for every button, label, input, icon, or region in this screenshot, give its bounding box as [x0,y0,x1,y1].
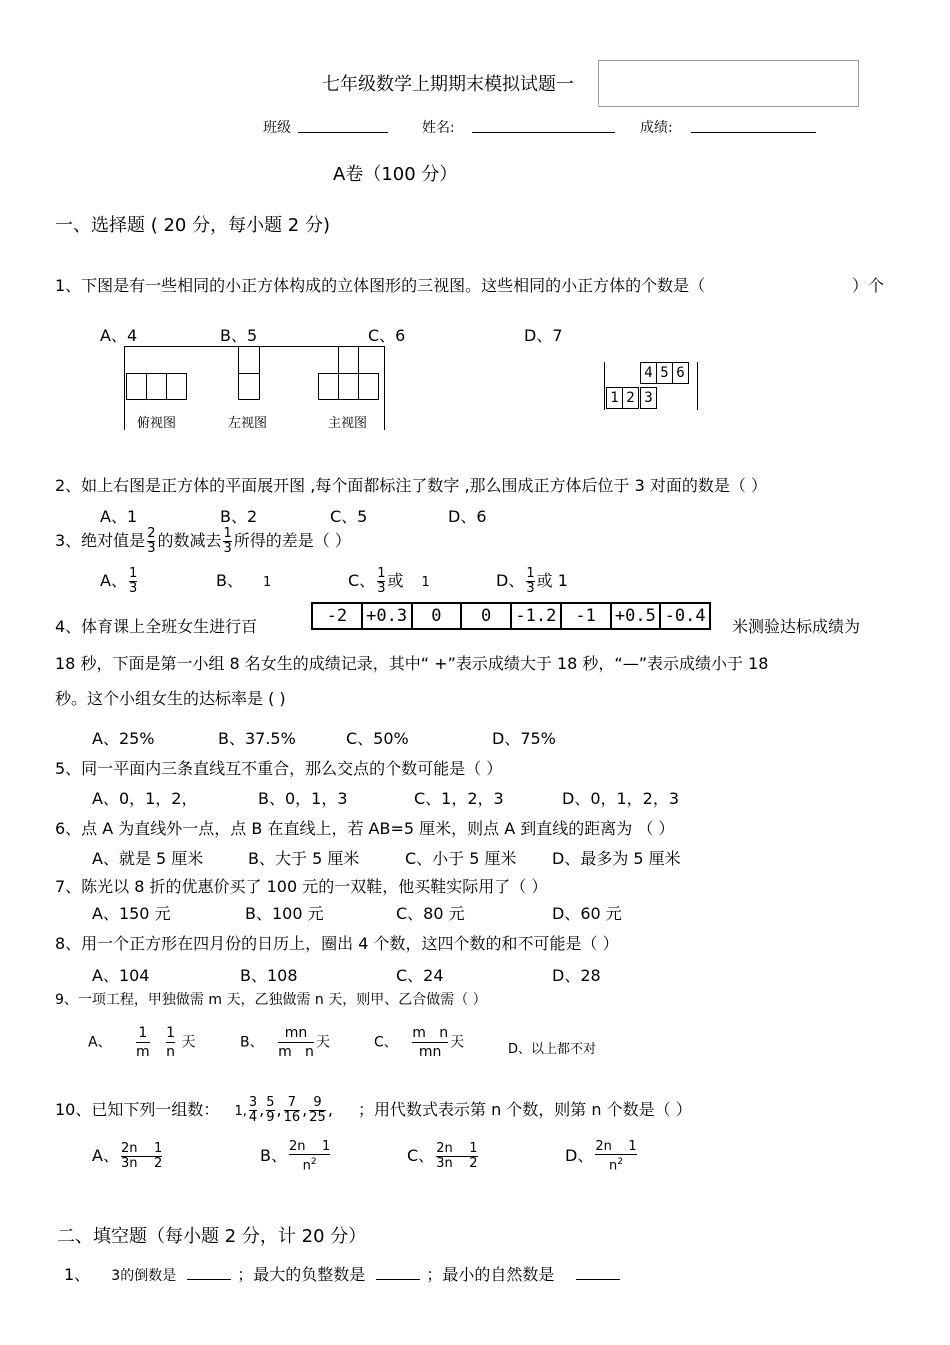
q3-option-a [100,566,139,596]
net-face-1: 1 [606,387,623,409]
q9-a1-den: m [136,1044,150,1060]
left-view-square [238,373,260,400]
net-face-2: 2 [622,387,639,409]
q10-a-den: 3n 2 [120,1156,163,1171]
q10-b-den-base: n [302,1158,311,1174]
q10-seq-num: 9 [313,1095,322,1110]
q9-option-b-unit: 天 [315,1034,330,1051]
q10-option-a-fraction [121,1142,162,1171]
q3-text-2: 的数减去 [157,531,222,550]
q8-option-b: B、108 [240,966,298,985]
q10-seq-fraction [309,1096,326,1125]
q5-option-a: A、0，1，2， [92,789,198,808]
q6-stem: 6、点 A 为直线外一点，点 B 在直线上，若 AB=5 厘米，则点 A 到直线的距离为 （ ） [55,819,675,838]
net-right-edge [697,362,698,410]
q10-seq-num: 3 [248,1095,258,1110]
q8-option-a: A、104 [92,966,150,985]
q10-seq-num: 5 [266,1095,275,1110]
q9-option-a-label: A、 [88,1034,112,1051]
q3-fraction-1 [147,527,155,556]
q9-c-den: mn [412,1042,448,1061]
q10-seq-den: 9 [266,1110,275,1125]
q3-stem [55,526,351,556]
q4-record: 0 [413,604,463,628]
q7-option-a: A、150 元 [92,904,171,923]
q1-option-b: B、5 [220,326,258,345]
q3-option-d-fraction [526,567,534,596]
q9-option-a-fraction-2 [166,1024,175,1061]
q9-option-a-fraction-1 [136,1024,150,1061]
front-view-square [318,373,339,400]
q4-option-b: B、37.5% [218,729,296,748]
q9-c-num: m n [412,1025,449,1041]
q2-stem: 2、如上右图是正方体的平面展开图 ,每个面都标注了数字 ,那么围成正方体后位于 3 对面的数是（ ） [55,476,767,495]
q6-option-a: A、就是 5 厘米 [92,849,204,868]
q9-option-b-fraction [278,1024,314,1061]
q3-fraction-1-den: 3 [147,541,156,556]
top-view-square [166,373,187,400]
fill-1 [64,1262,620,1285]
q3-option-d-den: 3 [526,581,535,596]
section-1-heading: 一、选择题 ( 20 分，每小题 2 分) [55,215,331,236]
q9-a2-den: n [166,1044,176,1060]
q4-option-c: C、50% [346,729,409,748]
q3-fraction-1-num: 2 [147,526,156,541]
q4-records-table [311,602,711,630]
q3-option-b [216,566,271,598]
front-view-square [338,373,359,400]
q4-record: +0.3 [363,604,413,628]
q3-option-a-den: 3 [128,581,138,596]
q10-option-a-label: A、 [92,1146,119,1165]
q9-b-num: mn [284,1025,308,1041]
q10-d-den-base: n [608,1158,618,1174]
q10-seq-den: 16 [283,1110,301,1125]
q4-record: +0.5 [612,604,662,628]
top-view-label: 俯视图 [137,416,177,431]
top-view-square [146,373,167,400]
q1-option-c: C、6 [368,326,406,345]
q3-option-d-or: 或 1 [536,571,568,590]
q10-option-d [565,1138,639,1174]
q1-option-d: D、7 [524,326,563,345]
q10-option-d-label: D、 [565,1146,594,1165]
q3-option-c-num: 1 [377,566,386,581]
q3-option-d-num: 1 [526,566,535,581]
section-2-heading: 二、填空题（每小题 2 分，计 20 分） [57,1226,367,1247]
q6-option-d: D、最多为 5 厘米 [552,849,681,868]
q3-option-a-fraction [129,567,137,596]
q9-option-a-unit: 天 [181,1034,196,1051]
q10-option-c-fraction [436,1142,477,1171]
class-field[interactable] [298,118,388,133]
q10-option-a [92,1138,164,1174]
q10-seq-fraction [249,1096,257,1125]
q10-option-b [260,1138,332,1174]
class-label: 班级 [263,120,291,136]
q1-option-a: A、4 [100,326,138,345]
net-face-4: 4 [640,362,657,384]
q3-option-d-label: D、 [496,571,525,590]
q8-option-c: C、24 [396,966,444,985]
q2-option-a: A、1 [100,507,138,526]
q9-option-b-label: B、 [240,1034,264,1051]
q9-a2-num: 1 [166,1025,176,1041]
left-view-square [238,346,260,374]
top-view-square [126,373,147,400]
q3-option-c-value: 1 [421,575,430,590]
q6-option-c: C、小于 5 厘米 [405,849,517,868]
fill-1-text-1: 3的倒数是 [111,1268,177,1284]
figure-left-line [124,346,125,430]
q9-option-c-unit: 天 [450,1034,465,1051]
q4-record: 0 [462,604,512,628]
q3-option-c-fraction [377,567,385,596]
q10-seq-den: 4 [248,1110,258,1125]
q10-a-num: 2n 1 [120,1141,163,1156]
q3-option-b-value: 1 [262,575,272,590]
q9-b-den: m n [278,1044,314,1060]
q3-option-b-label: B、 [216,571,243,590]
score-label: 成绩: [640,120,673,136]
name-field[interactable] [472,118,615,133]
q3-fraction-2 [223,527,231,556]
q10-seq-fraction [284,1096,301,1125]
q8-stem: 8、用一个正方形在四月份的日历上，圈出 4 个数，这四个数的和不可能是（ ） [55,934,619,953]
q3-fraction-2-den: 3 [223,541,232,556]
page-title: 七年级数学上期期末模拟试题一 [322,74,574,95]
q10-option-d-fraction [595,1140,636,1173]
net-face-6: 6 [672,362,689,384]
net-face-5: 5 [656,362,673,384]
q10-option-b-fraction [289,1140,330,1173]
q10-d-num: 2n 1 [595,1138,637,1154]
q3-fraction-2-num: 1 [223,526,232,541]
q9-a1-num: 1 [138,1025,148,1041]
q1-stem-tail: ）个 [852,276,885,295]
q10-option-c-label: C、 [407,1146,435,1165]
name-label: 姓名: [422,120,455,136]
fill-1-text-2: ；最大的负整数是 [237,1265,366,1284]
fill-1-blank-1[interactable] [187,1265,231,1280]
front-view-square [338,346,359,374]
q2-option-c: C、5 [330,507,368,526]
front-view-square [358,373,379,400]
q3-option-c-or: 或 [387,571,404,590]
q10-seq-den: 25 [309,1110,326,1125]
q7-option-d: D、60 元 [552,904,622,923]
fill-1-text-3: ；最小的自然数是 [426,1265,555,1284]
q10-d-den-exponent: 2 [617,1156,623,1167]
q3-option-a-num: 1 [128,566,138,581]
figure-right-line [384,346,385,430]
q5-option-c: C、1，2，3 [414,789,504,808]
q5-stem: 5、同一平面内三条直线互不重合，那么交点的个数可能是（ ） [55,759,503,778]
q4-record: -1.2 [512,604,562,628]
fill-1-blank-2[interactable] [376,1265,420,1280]
q4-stem-line-3: 秒。这个小组女生的达标率是 ( ) [55,689,286,708]
q10-option-c [407,1138,480,1174]
q3-option-c [348,566,430,598]
q3-option-c-label: C、 [348,571,376,590]
q3-option-d [496,566,568,596]
q10-b-den [289,1154,330,1173]
q3-option-a-label: A、 [100,571,127,590]
q10-seq-first: 1, [234,1104,247,1119]
q10-seq-num: 7 [287,1095,297,1110]
q10-c-num: 2n 1 [436,1141,478,1156]
q5-option-d: D、0，1，2，3 [562,789,680,808]
q9-stem: 9、一项工程，甲独做需 m 天，乙独做需 n 天，则甲、乙合做需（ ） [55,992,487,1008]
q10-c-den: 3n 2 [436,1156,478,1171]
q10-seq-fraction [266,1096,274,1125]
q9-option-c-label: C、 [374,1034,398,1051]
q9-option-c [374,1024,464,1061]
q5-option-b: B、0，1，3 [258,789,348,808]
q4-stem-start: 4、体育课上全班女生进行百 [55,617,258,636]
q10-b-den-exponent: 2 [310,1156,317,1167]
net-face-3: 3 [640,387,657,409]
q10-text-2: ；用代数式表示第 n 个数，则第 n 个数是（ ） [357,1100,692,1119]
q2-option-b: B、2 [220,507,258,526]
q8-option-d: D、28 [552,966,601,985]
fill-1-blank-3[interactable] [576,1265,620,1280]
q10-text-1: 10、已知下列一组数： [55,1100,220,1119]
q7-stem: 7、陈光以 8 折的优惠价买了 100 元的一双鞋，他买鞋实际用了（ ） [55,877,548,896]
q4-option-d: D、75% [492,729,556,748]
q3-option-c-den: 3 [377,581,386,596]
q9-option-b [240,1024,330,1061]
q4-record: -1 [562,604,612,628]
q10-stem: 10、已知下列一组数： 1, $\frac{3}{4}$ , $\frac{5}{9}$ , $\frac{7}{16}$ , $\frac{9}{25}$ , ；用代数式表示第 n 个数，则第 n 个数是（ ） [55,1095,692,1125]
net-left-edge [604,362,605,410]
q4-record: -2 [313,604,363,628]
q3-text-3: 所得的差是（ ） [233,531,351,550]
q10-b-num: 2n 1 [288,1138,331,1154]
title-box [598,60,859,107]
score-field[interactable] [691,118,816,133]
q4-stem-end: 米测验达标成绩为 [732,617,861,636]
left-view-label: 左视图 [228,416,268,431]
q9-option-c-fraction [412,1024,448,1061]
q10-d-den [595,1154,636,1173]
q4-option-a: A、25% [92,729,155,748]
q10-option-b-label: B、 [260,1146,287,1165]
q9-option-a [88,1024,196,1061]
q7-option-c: C、80 元 [396,904,465,923]
fill-1-number: 1、 [64,1265,91,1284]
q3-text-1: 3、绝对值是 [55,531,146,550]
paper-a-heading: A卷（100 分） [333,164,458,185]
q1-stem: 1、下图是有一些相同的小正方体构成的立体图形的三视图。这些相同的小正方体的个数是（ [55,276,706,295]
front-view-label: 主视图 [328,416,368,431]
q4-record: -0.4 [664,606,706,626]
q4-stem-line-2: 18 秒，下面是第一小组 8 名女生的成绩记录，其中“ +”表示成绩大于 18 秒，“—”表示成绩小于 18 [55,654,769,673]
q7-option-b: B、100 元 [245,904,324,923]
q2-option-d: D、6 [448,507,487,526]
q6-option-b: B、大于 5 厘米 [248,849,360,868]
q9-option-d: D、以上都不对 [508,1042,597,1057]
